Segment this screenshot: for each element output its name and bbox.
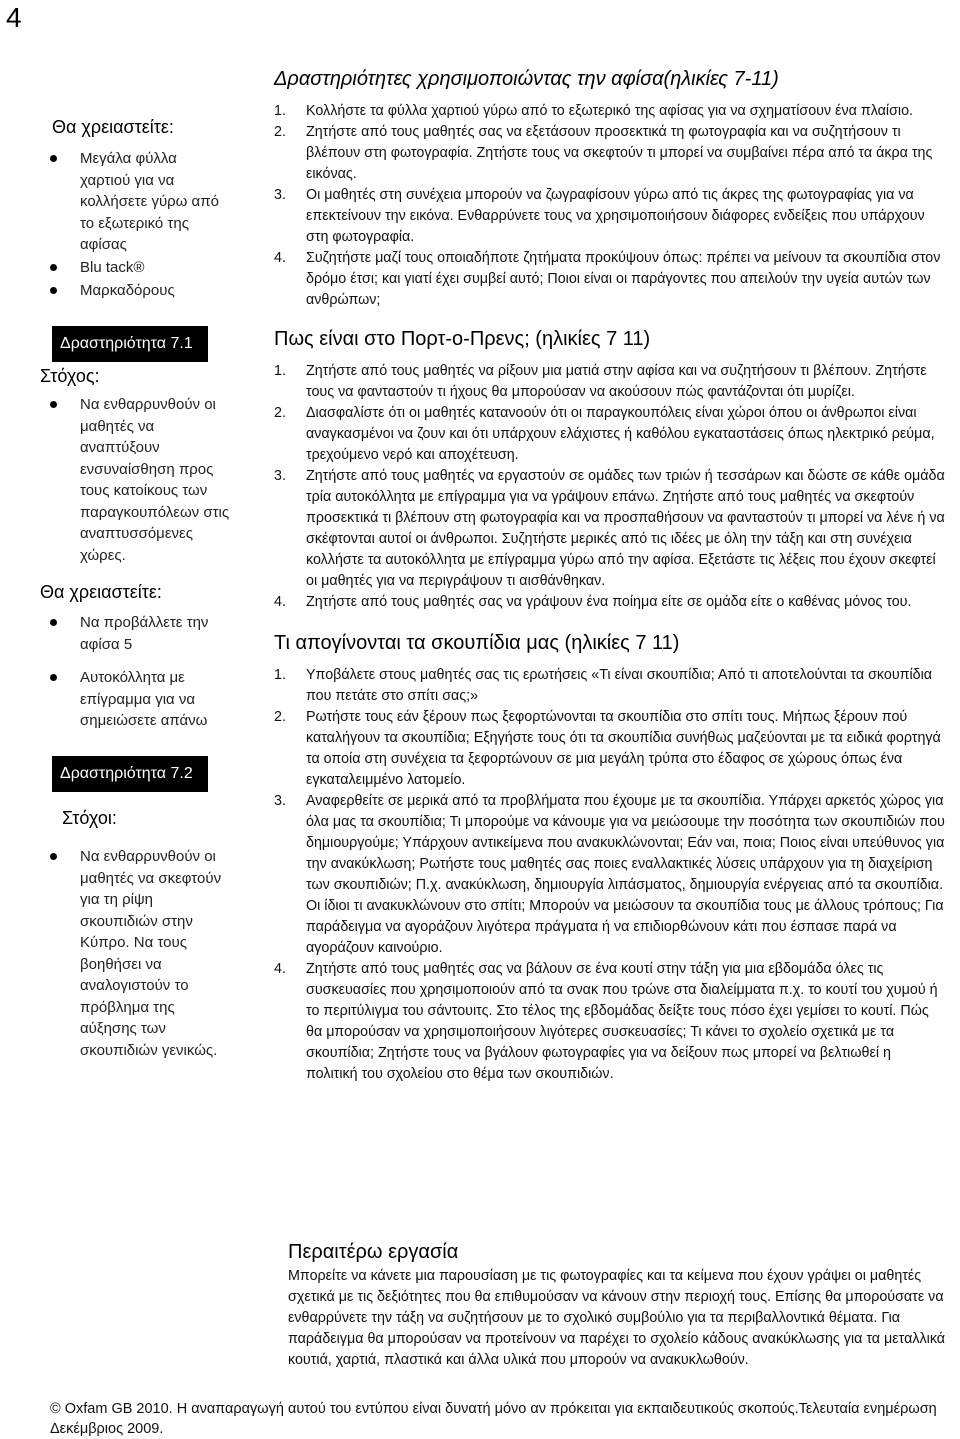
list-item: 1. Ζητήστε από τους μαθητές να ρίξουν μια ματιά στην αφίσα και να συζητήσουν τι βλέπουν. Ζητήστε τους να φανταστούν τι ήχους θα μπορούσαν να ακούσουν πώς φαντάζονται ότι μυρίζει. [274,363,927,400]
list-item: 3. Οι μαθητές στη συνέχεια μπορούν να ζωγραφίσουν γύρω από τις άκρες της φωτογραφίας για να επεκτείνουν την εικόνα. Ενθαρρύνετε τους να χρησιμοποιήσουν διάφορες ενδείξεις που υπάρχουν στη φωτογραφία. [274,187,925,245]
list-item: 2. Διασφαλίστε ότι οι μαθητές κατανοούν ότι οι παραγκουπόλεις είναι χώροι όπου οι άνθρωποι είναι αναγκασμένοι να ζουν και ότι υπάρχουν ελάχιστες ή καθόλου εγκαταστάσεις όπως ηλεκτρικό ρεύμα, τρεχούμενο νερό και αποχέτευση. [274,405,935,463]
list-item: Μεγάλα φύλλα χαρτιού για να κολλήσετε γύρω από το εξωτερικό της αφίσας [0,148,220,256]
bullet-icon [50,853,57,860]
list-item: 3. Ζητήστε από τους μαθητές να εργαστούν σε ομάδες των τριών ή τεσσάρων και δώστε σε κάθε ομάδα τρία αυτοκόλλητα με επίγραμμα για να γράψουν επάνω. Ζητήστε από τους μαθητές να σκεφτούν προσεκτικά τι βλέπουν στη φωτογραφία και να προσπαθήσουν να φανταστούν τι μπορεί να λένε ή να σκέφτονται αυτοί οι άνθρωποι. Συζητήστε μερικές από τις ιδέες με όλη την τάξη και στη συνέχεια κολλήστε τα αυτοκόλλητα με επίγραμμα γύρω από την αφίσα. Εξετάστε τις λέξεις που έχουν σκεφτεί οι μαθητές για να περιγράψουν τι αισθάνθηκαν. [274,468,945,589]
list-item: 2. Ρωτήστε τους εάν ξέρουν πως ξεφορτώνονται τα σκουπίδια στο σπίτι τους. Μήπως ξέρουν πού καταλήγουν τα σκουπίδια; Εξηγήστε τους ότι τα σκουπίδια συνήθως μαζεύονται με τα ειδικά φορτηγά τα οποία στη συνέχεια τα ξεφορτώνουν σε μια μεγάλη τρύπα στο έδαφος σε χώρους όπως ένα εγκαταλειμμένο λατομείο. [274,709,941,788]
further-work-title: Περαιτέρω εργασία [288,1241,459,1263]
list-item: 4. Ζητήστε από τους μαθητές σας να γράψουν ένα ποίημα είτε σε ομάδα είτε ο καθένας μόνος του. [274,594,912,610]
further-work-text: Μπορείτε να κάνετε μια παρουσίαση με τις φωτογραφίες και τα κείμενα που έχουν γράψει οι μαθητές σχετικά με τις δεξιότητες που θα επιθυμούσαν να κάνουν στην περιοχή τους. Επίσης θα μπορούσατε να ενθαρρύνετε την τάξη να συζητήσουν με το σχολικό συμβούλιο για τα περιβαλλοντικά θέματα. Για παράδειγμα θα μπορούσαν να προτείνουν να παρέχει το σχολείο κάδους ανακύκλωσης για τα μεταλλικά κουτιά, χαρτιά, πλαστικά και άλλα υλικά που μπορούν να ανακυκλωθούν. [288,1268,946,1368]
sidebar-goal-list [0,394,230,566]
list-item: Αυτοκόλλητα με επίγραμμα για να σημειώσετε απάνω [0,667,240,732]
further-work [288,1238,948,1371]
section-1-list [274,101,946,311]
list-item: 2. Ζητήστε από τους μαθητές σας να εξετάσουν προσεκτικά τη φωτογραφία και να συζητήσουν τι βλέπουν στη φωτογραφία. Ζητήστε τους να σκεφτούν τι μπορεί να συμβαίνει πέρα από τα άκρα της εικόνας. [274,124,933,182]
bullet-icon [50,674,57,681]
sidebar-needs2-list [0,612,240,732]
sidebar-needs-heading: Θα χρειαστείτε: [52,117,174,137]
sidebar-goals-heading: Στόχοι: [62,808,117,828]
list-item: Μαρκαδόρους [0,280,220,302]
list-item: 3. Αναφερθείτε σε μερικά από τα προβλήματα που έχουμε με τα σκουπίδια. Υπάρχει αρκετός χώρος για όλα μας τα σκουπίδια; Τι μπορούμε να κάνουμε για να μειώσουμε την ποσότητα των σκουπιδιών που δημιουργούμε; Υπάρχουν αντικείμενα που ανακυκλώνονται; Εάν ναι, ποια; Ποιος είναι υπεύθυνος για την ανακύκλωση; Ρωτήστε τους μαθητές σας ποιες εναλλακτικές λύσεις υπάρχουν για τη διαχείριση των σκουπιδιών; Π.χ. ανακύκλωση, δημιουργία λιπάσματος, δημιουργία ενέργειας από τα σκουπίδια. Οι ίδιοι τι ανακυκλώνουν στο σπίτι; Μπορούν να μειώσουν τα σκουπίδια τους με άλλους τρόπους; Για παράδειγμα να αγοράζουν λιγότερα πράγματα ή να επιδιορθώνουν κάτι που έσπασε παρά να αγοράζουν καινούριο. [274,793,945,956]
section-title-poster-activities: Δραστηριότητες χρησιμοποιώντας την αφίσα(ηλικίες 7-11) [274,68,779,90]
list-item: Να προβάλλετε την αφίσα 5 [0,612,230,655]
sidebar-needs2-heading: Θα χρειαστείτε: [40,582,162,602]
bullet-icon [50,155,57,162]
list-item: Να ενθαρρυνθούν οι μαθητές να σκεφτούν για τη ρίψη σκουπιδιών στην Κύπρο. Να τους βοηθήσει να αναλογιστούν το πρόβλημα της αύξησης των σκουπιδιών γενικώς. [0,846,230,1061]
bullet-icon [50,287,57,294]
section-title-port-au-prince: Πως είναι στο Πορτ-ο-Πρενς; (ηλικίες 7 11) [274,328,651,350]
list-item: 4. Ζητήστε από τους μαθητές σας να βάλουν σε ένα κουτί στην τάξη για μια εβδομάδα όλες τις συσκευασίες που χρησιμοποιούν από τα σνακ που τρώνε στα διαλείμματα π.χ. το κουτί του χυμού ή το περιτύλιγμα του σάντουιτς. Στο τέλος της εβδομάδας δείξτε τους πόσο έχει γεμίσει το κουτί. Πώς θα μπορούσαν να χρησιμοποιήσουν λιγότερες συσκευασίες; Τι κάνει το σχολείο σχετικά με τα σκουπίδια; Ζητήστε τους να βγάλουν φωτογραφίες για να δείξουν πως μπορεί να βελτιωθεί η πολιτική του σχολείου στο θέμα των σκουπιδιών. [274,961,938,1082]
list-item: Να ενθαρρυνθούν οι μαθητές να αναπτύξουν ενσυναίσθηση προς τους κατοίκους των παραγκουπόλεων στις αναπτυσσόμενες χώρες. [0,394,230,566]
sidebar-needs-list [0,148,220,302]
bullet-icon [50,619,57,626]
list-item: 4. Συζητήστε μαζί τους οποιαδήποτε ζητήματα προκύψουν όπως: πρέπει να μείνουν τα σκουπίδια στον δρόμο έτσι; και γιατί έχει συμβεί αυτό; Ποιοι είναι οι παράγοντες που απειλούν την υγεία αυτών των ανθρώπων; [274,250,941,308]
bullet-icon [50,401,57,408]
page-number: 4 [6,2,22,33]
main-content [274,65,946,1085]
list-item: 1. Υποβάλετε στους μαθητές σας τις ερωτήσεις «Τι είναι σκουπίδια; Από τι αποτελούνται τα σκουπίδια που πετάτε στο σπίτι σας;» [274,667,933,704]
activity-7-2-label: Δραστηριότητα 7.2 [52,756,208,792]
section-title-our-garbage: Τι απογίνονται τα σκουπίδια μας (ηλικίες 7 11) [274,632,680,654]
list-item: 1. Κολλήστε τα φύλλα χαρτιού γύρω από το εξωτερικό της αφίσας για να σχηματίσουν ένα πλαίσιο. [274,103,914,119]
sidebar-goals-list [0,846,230,1061]
activity-7-1-label: Δραστηριότητα 7.1 [52,326,208,362]
section-3-list [274,665,946,1085]
section-2-list [274,361,946,613]
sidebar-goal-heading: Στόχος: [40,366,100,386]
list-item: Blu tack® [0,257,220,279]
copyright-footer: © Oxfam GB 2010. Η αναπαραγωγή αυτού του εντύπου είναι δυνατή μόνο αν πρόκειται για εκπαιδευτικούς σκοπούς.Τελευταία ενημέρωση Δεκέμβριος 2009. [50,1401,937,1437]
bullet-icon [50,264,57,271]
